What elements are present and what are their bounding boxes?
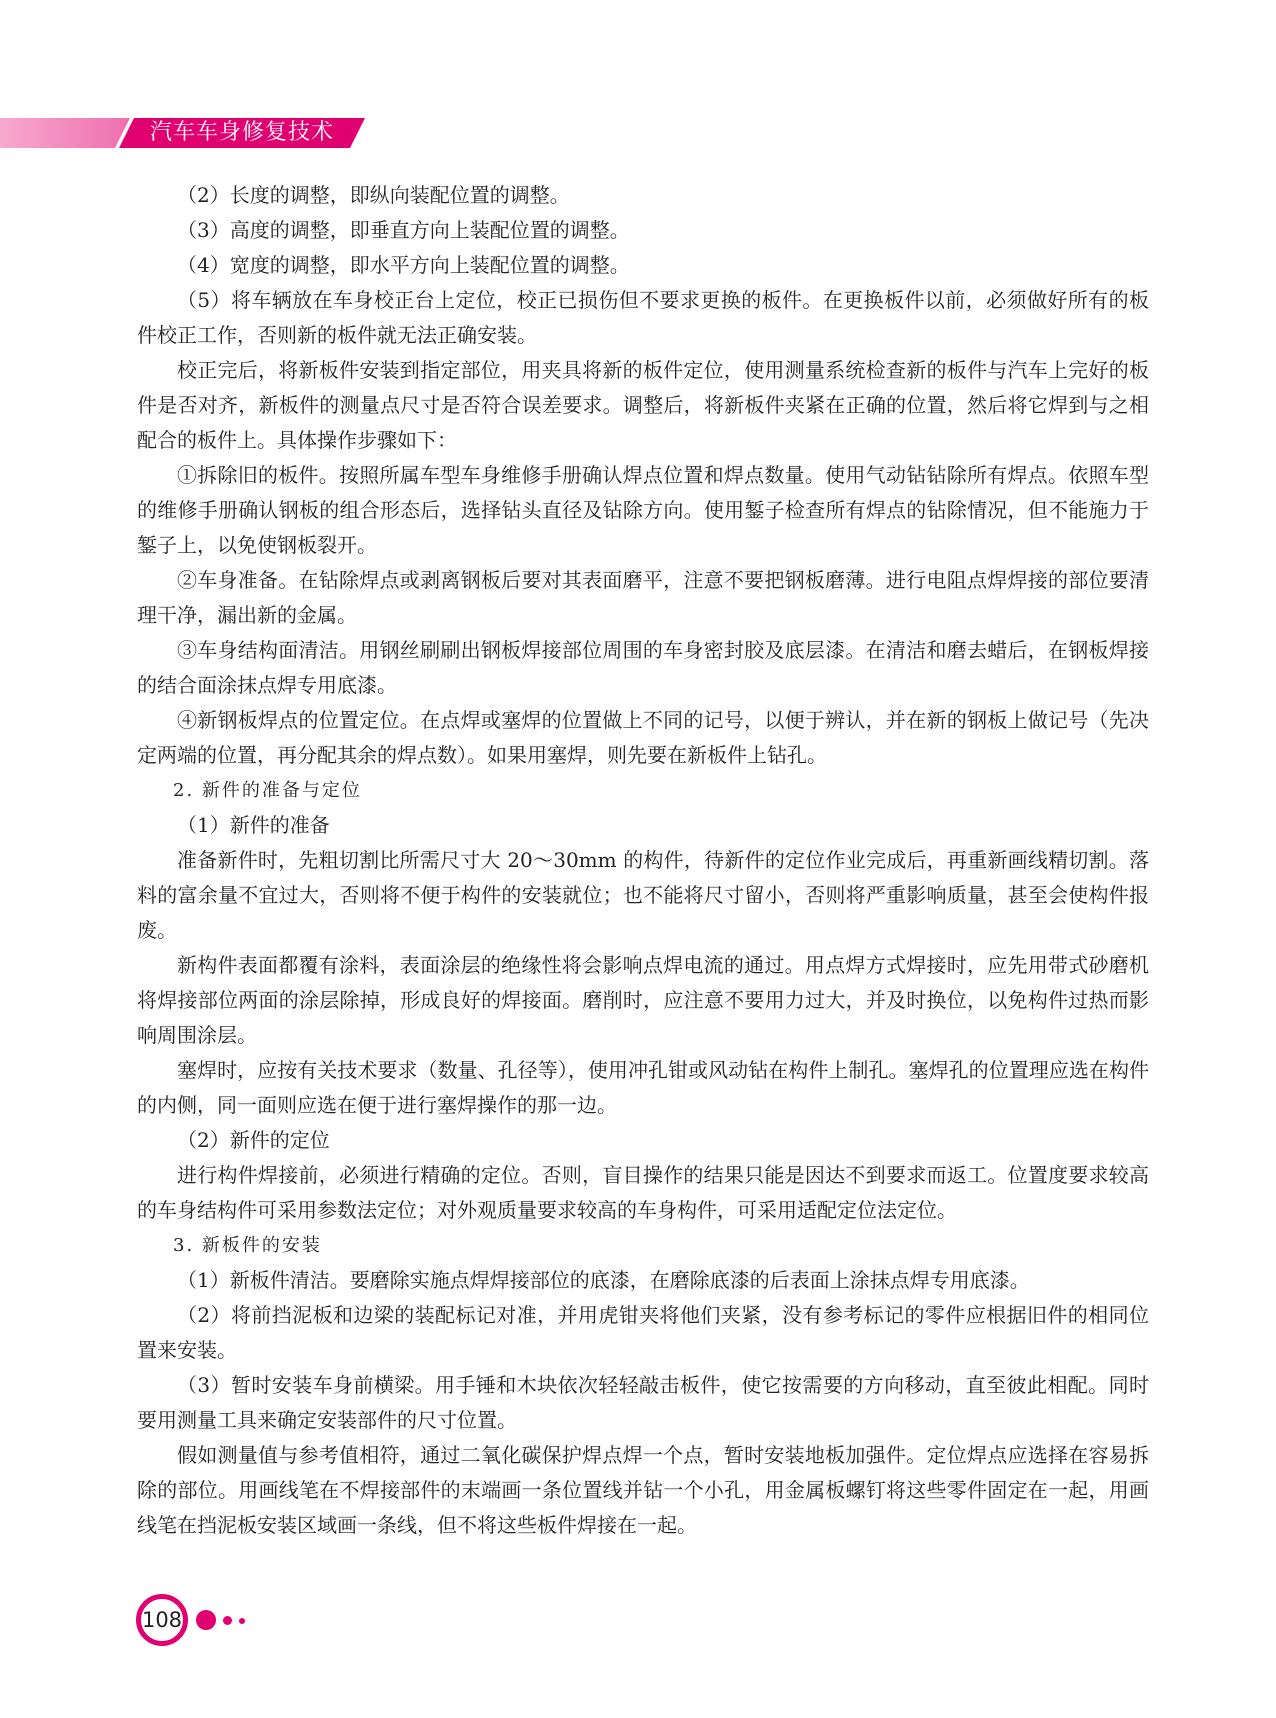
paragraph: ④新钢板焊点的位置定位。在点焊或塞焊的位置做上不同的记号，以便于辨认，并在新的钢板上做记号（先决定两端的位置，再分配其余的焊点数）。如果用塞焊，则先要在新板件上钻孔。: [137, 708, 1149, 767]
paragraph: （4）宽度的调整，即水平方向上装配位置的调整。: [177, 253, 630, 277]
paragraph: ③车身结构面清洁。用钢丝刷刷出钢板焊接部位周围的车身密封胶及底层漆。在清洁和磨去蜡后，在钢板焊接的结合面涂抹点焊专用底漆。: [137, 638, 1149, 697]
paragraph: （2）长度的调整，即纵向装配位置的调整。: [177, 183, 570, 207]
section-heading: 2. 新件的准备与定位: [173, 780, 362, 801]
footer-dot-large-icon: [196, 1610, 216, 1630]
paragraph: 塞焊时，应按有关技术要求（数量、孔径等），使用冲孔钳或风动钻在构件上制孔。塞焊孔的位置理应选在构件的内侧，同一面则应选在便于进行塞焊操作的那一边。: [137, 1058, 1149, 1117]
subheading: （1）新件的准备: [177, 813, 330, 837]
paragraph: （5）将车辆放在车身校正台上定位，校正已损伤但不要求更换的板件。在更换板件以前，必须做好所有的板件校正工作，否则新的板件就无法正确安装。: [137, 288, 1149, 347]
paragraph: ②车身准备。在钻除焊点或剥离钢板后要对其表面磨平，注意不要把钢板磨薄。进行电阻点焊焊接的部位要清理干净，漏出新的金属。: [137, 568, 1149, 627]
paragraph: 校正完后，将新板件安装到指定部位，用夹具将新的板件定位，使用测量系统检查新的板件与汽车上完好的板件是否对齐，新板件的测量点尺寸是否符合误差要求。调整后，将新板件夹紧在正确的位置，然后将它焊到与之相配合的板件上。具体操作步骤如下：: [137, 358, 1149, 452]
paragraph: 新构件表面都覆有涂料，表面涂层的绝缘性将会影响点焊电流的通过。用点焊方式焊接时，应先用带式砂磨机将焊接部位两面的涂层除掉，形成良好的焊接面。磨削时，应注意不要用力过大，并及时换位，以免构件过热而影响周围涂层。: [137, 953, 1149, 1047]
page-number: 108: [136, 1594, 188, 1646]
paragraph: （3）暂时安装车身前横梁。用手锤和木块依次轻轻敲击板件，使它按需要的方向移动，直至彼此相配。同时要用测量工具来确定安装部件的尺寸位置。: [137, 1373, 1149, 1432]
paragraph: 假如测量值与参考值相符，通过二氧化碳保护焊点焊一个点，暂时安装地板加强件。定位焊点应选择在容易拆除的部位。用画线笔在不焊接部件的末端画一条位置线并钻一个小孔，用金属板螺钉将这些零件固定在一起，用画线笔在挡泥板安装区域画一条线，但不将这些板件焊接在一起。: [137, 1443, 1149, 1537]
footer-dot-small-icon: [239, 1618, 245, 1624]
paragraph: （1）新板件清洁。要磨除实施点焊焊接部位的底漆，在磨除底漆的后表面上涂抹点焊专用底漆。: [177, 1268, 1030, 1292]
paragraph: （3）高度的调整，即垂直方向上装配位置的调整。: [177, 218, 630, 242]
paragraph: ①拆除旧的板件。按照所属车型车身维修手册确认焊点位置和焊点数量。使用气动钻钻除所有焊点。依照车型的维修手册确认钢板的组合形态后，选择钻头直径及钻除方向。使用錾子检查所有焊点的钻除情况，但不能施力于錾子上，以免使钢板裂开。: [137, 463, 1149, 557]
paragraph: 进行构件焊接前，必须进行精确的定位。否则，盲目操作的结果只能是因达不到要求而返工。位置度要求较高的车身结构件可采用参数法定位；对外观质量要求较高的车身构件，可采用适配定位法定位。: [137, 1163, 1149, 1222]
paragraph: 准备新件时，先粗切割比所需尺寸大 20～30mm 的构件，待新件的定位作业完成后，再重新画线精切割。落料的富余量不宜过大，否则将不便于构件的安装就位；也不能将尺寸留小，否则将严重影响质量，甚至会使构件报废。: [137, 848, 1149, 942]
section-heading: 3. 新板件的安装: [173, 1235, 322, 1256]
paragraph: （2）将前挡泥板和边梁的装配标记对准，并用虎钳夹将他们夹紧，没有参考标记的零件应根据旧件的相同位置来安装。: [137, 1303, 1149, 1362]
header-title: 汽车车身修复技术: [150, 120, 335, 145]
footer-dot-medium-icon: [223, 1616, 232, 1625]
page-body: [137, 178, 1149, 1543]
page-footer: [130, 1594, 330, 1654]
subheading: （2）新件的定位: [177, 1128, 330, 1152]
